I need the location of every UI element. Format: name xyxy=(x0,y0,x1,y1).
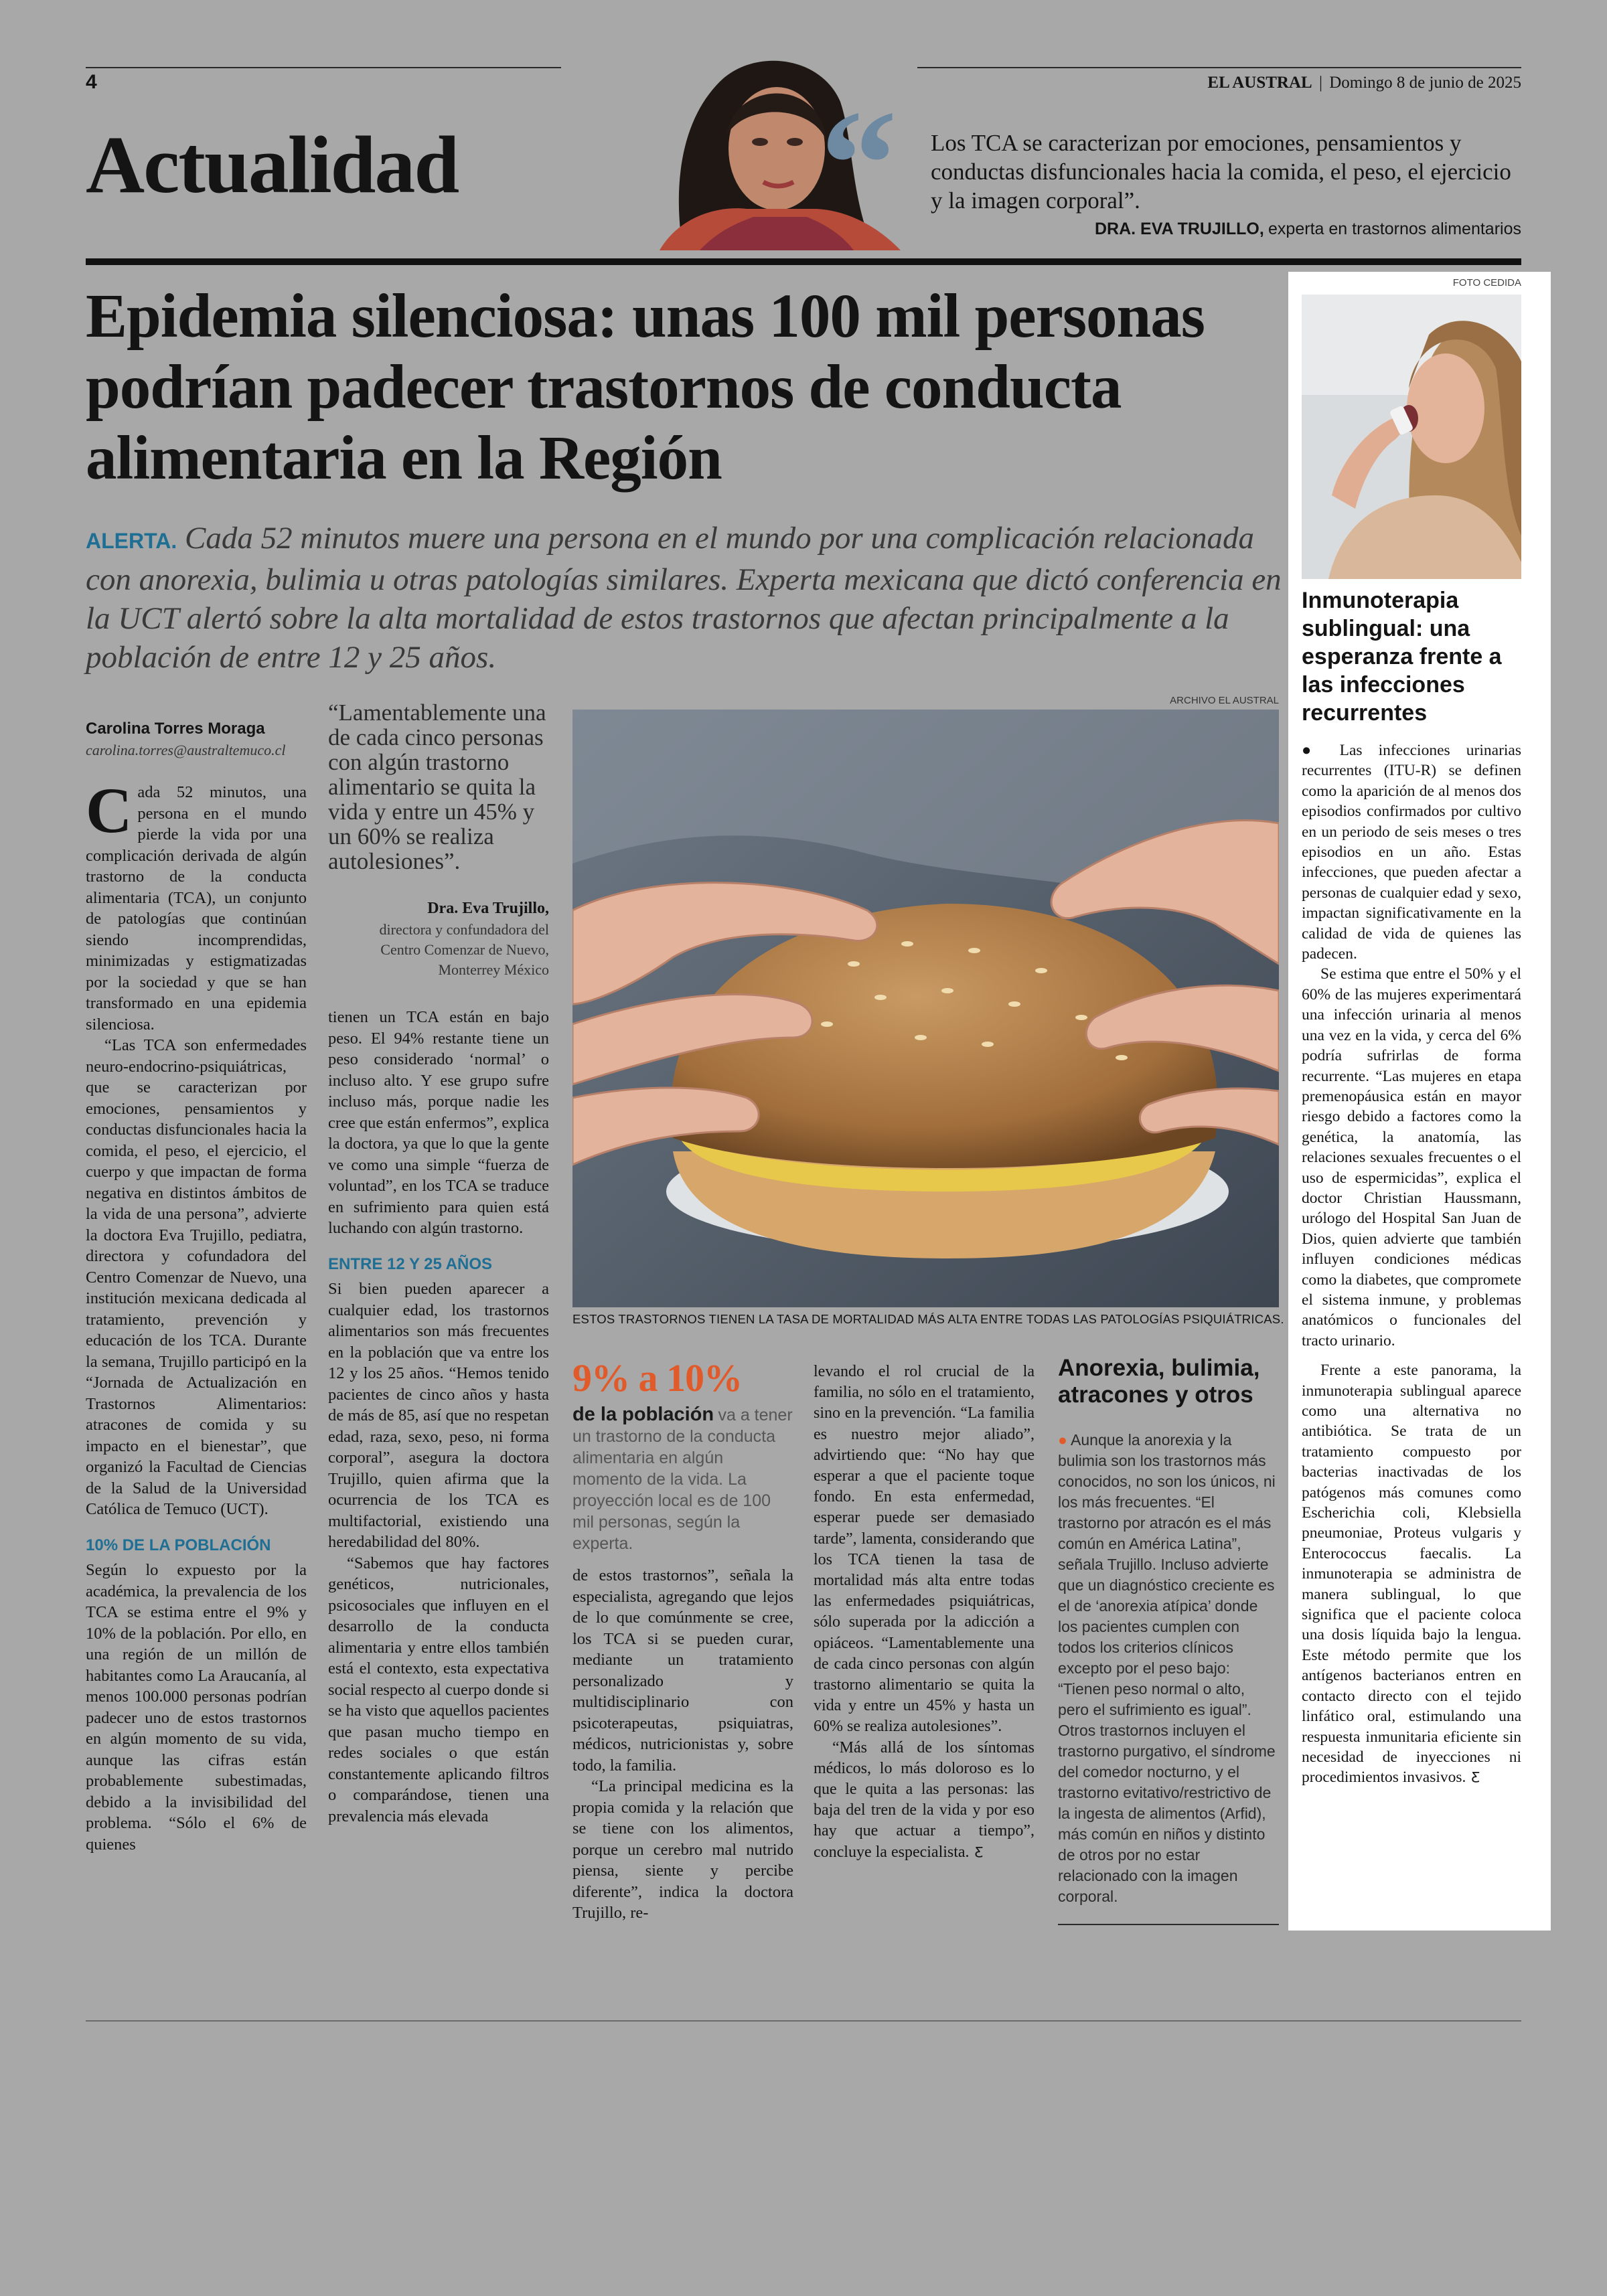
header-quote: Los TCA se caracterizan por emociones, pensamientos y conductas disfuncionales hacia la comida, el peso, el ejercicio y la imagen corporal”. xyxy=(931,130,1511,214)
sidebar-bullet-icon: ● xyxy=(1302,742,1324,759)
box-bottom-rule xyxy=(1058,1924,1279,1925)
col2-paragraph-2: Si bien pueden aparecer a cualquier edad, los trastornos alimentarios son más frecuentes en la población que va entre los 12 y los 25 años. “Hemos tenido pacientes de cinco años y hasta de más de 85, así que no respetan edad, raza, sexo, peso, ni forma corporal”, asegura la doctora Trujillo, quien afirma que la ocurrencia de los TCA es multifactorial, existiendo una heredabilidad del 80%. xyxy=(328,1280,549,1551)
stat-value: 9% a 10% xyxy=(572,1356,742,1400)
sidebar-paragraph-1: Las infecciones urinarias recurrentes (ITU-R) se definen como la aparición de al menos dos episodios confirmados por cultivo en un periodo de seis meses o tres episodios en un año. Estas infecciones, que pueden afectar a personas de cualquier edad y sexo, impactan significativamente en la calidad de vida de quienes las padecen. xyxy=(1302,742,1521,963)
quote-mark-icon: “ xyxy=(820,78,897,249)
box-title: Anorexia, bulimia, atracones y otros xyxy=(1058,1355,1260,1408)
quote-author: DRA. EVA TRUJILLO, xyxy=(1094,220,1264,238)
header-quote-attribution xyxy=(1095,220,1521,239)
article-headline: Epidemia silenciosa: unas 100 mil personas podrían padecer trastornos de conducta alimentaria en la Región xyxy=(86,282,1205,493)
article-column-4 xyxy=(814,1362,1035,1863)
col1-paragraph-2: “Las TCA son enfermedades neuro-endocrino-psiquiátricas, que se caracterizan por emociones, pensamientos y conductas disfuncionales hacia la comida, el peso, el ejercicio, el cuerpo y que impactan de forma negativa en distintos ámbitos de la vida de una persona”, advierte la doctora Eva Trujillo, pediatra, directora y cofundadora del Centro Comenzar de Nuevo, una institución mexicana dedicada al tratamiento, prevención y educación de los TCA. Durante la semana, Trujillo participó en la “Jornada de Actualización en Trastornos Alimentarios: atracones de comida y su impacto en el bienestar”, que organizó la Facultad de Ciencias de la Salud de la Universidad Católica de Temuco (UCT). xyxy=(86,1036,307,1518)
box-body xyxy=(1058,1430,1279,1907)
byline: Carolina Torres Moraga xyxy=(86,720,265,738)
col2-paragraph-1: tienen un TCA están en bajo peso. El 94% restante tiene un peso considerado ‘normal’ o incluso alto. Y ese grupo sufre incluso más, porque nadie les cree que están enfermos”, explica la doctora, ya que lo que la gente ve como una simple “fuerza de voluntad”, en los TCA se traduce en sufrimiento para quien está luchando con algún trastorno. xyxy=(328,1008,549,1237)
col4-paragraph-1: levando el rol crucial de la familia, no sólo en el tratamiento, sino en la prevención. “La familia es nuestro mejor aliado”, advirtiendo que: “No hay que esperar a que el paciente toque fondo. En esta enfermedad, esperar puede ser demasiado tarde”, lamenta, considerando que los TCA tienen la tasa de mortalidad más alta entre todas las enfermedades psiquiátricas, sólo superada por la adicción a opiáceos. “Lamentablemente una de cada cinco personas con algún trastorno alimentario se quita la vida y entre un 45% y hasta un 60% se realiza autolesiones”. xyxy=(814,1363,1035,1736)
sidebar-body xyxy=(1302,740,1521,1788)
box-bullet-icon: ● xyxy=(1058,1431,1067,1449)
article-end-mark: Ƹ xyxy=(974,1843,984,1860)
masthead-date: EL AUSTRAL | Domingo 8 de junio de 2025 xyxy=(1207,74,1521,92)
col3-paragraph-1: de estos trastornos”, señala la especialista, agregando que lejos de lo que comúnmente se cree, los TCA si se pueden curar, mediante un tratamiento personalizado y multidisciplinario con psicoterapeutas, psiquiatras, médicos, nutricionistas y, sobre todo, la familia. xyxy=(572,1566,793,1775)
article-column-1 xyxy=(86,774,307,1855)
stat-block xyxy=(572,1404,793,1554)
sidebar-photo-credit: FOTO CEDIDA xyxy=(1452,277,1521,289)
article-deck xyxy=(86,519,1284,677)
article-column-2 xyxy=(328,1007,549,1827)
pull-quote-author: Dra. Eva Trujillo, xyxy=(427,900,549,917)
main-photo-credit: ARCHIVO EL AUSTRAL xyxy=(1170,695,1279,706)
pull-quote-role: directora y confundadora del Centro Comenzar de Nuevo, Monterrey México xyxy=(379,921,549,978)
col2-paragraph-3: “Sabemos que hay factores genéticos, nutricionales, psicosociales que influyen en el desarrollo de la conducta alimentaria y entre ellos también está el contexto, esta expectativa social respecto al cuerpo donde si se ha visto que aquellos pacientes que pasan mucho tiempo en redes sociales o que están constantemente aplicando filtros o comparándose, tienen una prevalencia más elevada xyxy=(328,1554,549,1825)
stat-text: va a tener un trastorno de la conducta alimentaria en algún momento de la vida. La proyección local es de 100 mil personas, según la experta. xyxy=(572,1406,793,1553)
sidebar-photo xyxy=(1302,295,1521,579)
top-rule-right xyxy=(917,67,1521,68)
sidebar-paragraph-2: Se estima que entre el 50% y el 60% de las mujeres experimentará una infección urinaria al menos una vez en la vida, y cerca del 6% podría sufrirlas de forma recurrente. “Las mujeres en etapa premenopáusica están en mayor riesgo debido a factores como la genética, la anatomía, las relaciones sexuales frecuentes o el uso de espermicidas”, explica el doctor Christian Haussmann, urólogo del Hospital San Juan de Dios, quien advierte que también influyen condiciones médicas como la diabetes, que compromete el sistema inmune, y problemas anatómicos o funcionales del tracto urinario. xyxy=(1302,965,1521,1349)
top-rule-left xyxy=(86,67,561,68)
byline-email: carolina.torres@australtemuco.cl xyxy=(86,742,286,758)
section-title: Actualidad xyxy=(86,120,459,210)
stat-label: de la población xyxy=(572,1404,714,1425)
box-text: Aunque la anorexia y la bulimia son los trastornos más conocidos, no son los únicos, ni los más frecuentes. “El trastorno por atracón es el más común en América Latina”, señala Trujillo. Incluso advierte que un diagnóstico creciente es el de ‘anorexia atípica’ donde los pacientes cumplen con todos los criterios clínicos excepto por el peso bajo: “Tienen peso normal o alto, pero el sufrimiento es igual”. Otros trastornos incluyen el trastorno purgativo, el síndrome del comedor nocturno, y el trastorno evitativo/restrictivo de la ingesta de alimentos (Arfid), más común en niños y distinto de otros por no estar relacionado con la imagen corporal. xyxy=(1058,1431,1276,1905)
main-photo-caption: ESTOS TRASTORNOS TIENEN LA TASA DE MORTALIDAD MÁS ALTA ENTRE TODAS LAS PATOLOGÍAS PSIQUIÁTRICAS. xyxy=(572,1312,1284,1326)
burger-photo xyxy=(572,710,1279,1307)
deck-kicker: ALERTA. xyxy=(86,529,177,553)
col1-paragraph-3: Según lo expuesto por la académica, la prevalencia de los TCA se estima entre el 9% y 10% de la población. Por ello, en una región de un millón de habitantes como La Araucanía, al menos 100.000 personas podrían padecer uno de estos trastornos en algún momento de su vida, aunque las cifras están probablemente subestimadas, debido a la invisibilidad del problema. “Sólo el 6% de quienes xyxy=(86,1561,307,1854)
sidebar-paragraph-3: Frente a este panorama, la inmunoterapia sublingual aparece como una alternativa no antibiótica. Se trata de un tratamiento compuesto por bacterias inactivadas de los patógenos más comunes como Escherichia coli, Klebsiella pneumoniae, Proteus vulgaris y Enterococcus faecalis. La inmunoterapia se administra de manera sublingual, lo que significa que el paciente coloca una dosis líquida bajo la lengua. Este método permite que los antígenos bacterianos entren en contacto directo con el tejido linfático oral, estimulando una respuesta inmunitaria eficiente sin necesidad de inyecciones ni procedimientos invasivos. xyxy=(1302,1362,1521,1787)
col4-paragraph-2: “Más allá de los síntomas médicos, lo más doloroso es lo que le quita a las personas: las baja del tren de la vida y por eso hay que actuar a tiempo”, concluye la especialista. xyxy=(814,1738,1035,1861)
subhead-edades: ENTRE 12 Y 25 AÑOS xyxy=(328,1254,492,1273)
page-bottom-rule xyxy=(86,2020,1521,2022)
sidebar-title: Inmunoterapia sublingual: una esperanza frente a las infecciones recurrentes xyxy=(1302,588,1502,726)
deck-text: Cada 52 minutos muere una persona en el mundo por una complicación relacionada con anorexia, bulimia u otras patologías similares. Experta mexicana que dictó conferencia en la UCT alertó sobre la alta mortalidad de estos trastornos que afectan principalmente a la población de entre 12 y 25 años. xyxy=(86,521,1282,675)
article-column-3 xyxy=(572,1565,793,1924)
drop-cap: C xyxy=(86,774,133,846)
publication-name: EL AUSTRAL xyxy=(1207,74,1312,92)
col1-paragraph-1: ada 52 minutos, una persona en el mundo pierde la vida por una complicación derivada de algún trastorno de la conducta alimentaria (TCA), un conjunto de patologías que continúan siendo incomprendidas, minimizadas y estigmatizadas por la sociedad y que se han transformado en una epidemia silenciosa. xyxy=(86,783,307,1034)
header-thick-rule xyxy=(86,258,1521,265)
quote-author-role: experta en trastornos alimentarios xyxy=(1268,220,1521,238)
subhead-poblacion: 10% DE LA POBLACIÓN xyxy=(86,1536,271,1554)
page-number: 4 xyxy=(86,71,97,93)
issue-date: Domingo 8 de junio de 2025 xyxy=(1329,74,1521,92)
pull-quote: “Lamentablemente una de cada cinco personas con algún trastorno alimentario se quita la vida y entre un 45% y un 60% se realiza autolesiones”. xyxy=(328,700,546,874)
sidebar-end-mark: Ƹ xyxy=(1471,1769,1480,1786)
col3-paragraph-2: “La principal medicina es la propia comida y la relación que se tiene con los alimentos, porque un cerebro mal nutrido piensa, siente y percibe diferente”, indica la doctora Trujillo, re- xyxy=(572,1777,793,1922)
